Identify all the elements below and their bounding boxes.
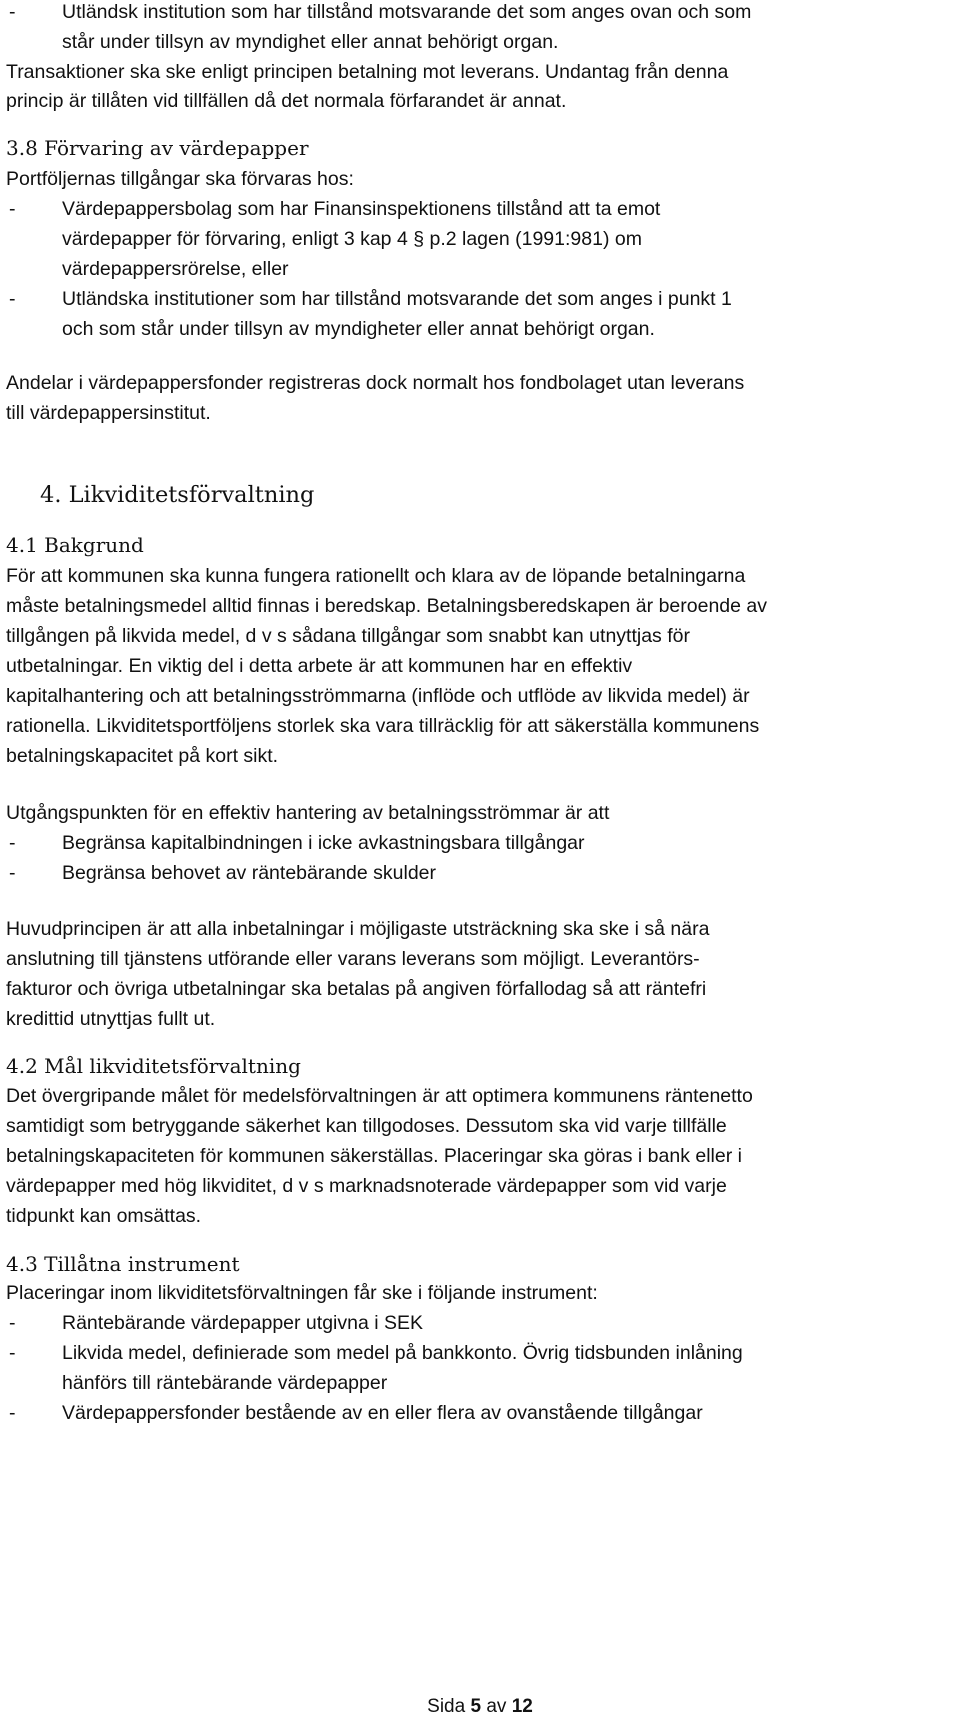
paragraph-line: värdepapper med hög likviditet, d v s marknadsnoterade värdepapper som vid varje xyxy=(6,1175,727,1197)
bullet-text: Likvida medel, definierade som medel på bankkonto. Övrig tidsbunden inlåning xyxy=(62,1342,743,1364)
paragraph-line: till värdepappersinstitut. xyxy=(6,402,211,424)
paragraph-line: Det övergripande målet för medelsförvaltningen är att optimera kommunens räntenetto xyxy=(6,1085,753,1107)
chapter-heading-4: 4. Likviditetsförvaltning xyxy=(40,482,315,508)
paragraph-line: Transaktioner ska ske enligt principen betalning mot leverans. Undantag från denna xyxy=(6,61,729,83)
paragraph-line: Placeringar inom likviditetsförvaltningen får ske i följande instrument: xyxy=(6,1282,598,1304)
bullet-dash: - xyxy=(9,288,16,310)
bullet-dash: - xyxy=(9,1,16,23)
paragraph-line: kapitalhantering och att betalningsströmmarna (inflöde och utflöde av likvida medel) är xyxy=(6,685,750,707)
footer-total-pages: 12 xyxy=(511,1696,533,1717)
bullet-dash: - xyxy=(9,862,16,884)
paragraph-line: Andelar i värdepappersfonder registreras dock normalt hos fondbolaget utan leverans xyxy=(6,372,745,394)
footer-current-page: 5 xyxy=(470,1696,482,1717)
bullet-dash: - xyxy=(9,832,16,854)
footer-prefix: Sida xyxy=(427,1696,466,1717)
section-heading-4-2: 4.2 Mål likviditetsförvaltning xyxy=(6,1054,301,1078)
bullet-text: står under tillsyn av myndighet eller annat behörigt organ. xyxy=(62,31,559,53)
bullet-dash: - xyxy=(9,1312,16,1334)
paragraph-line: samtidigt som betryggande säkerhet kan tillgodoses. Dessutom ska vid varje tillfälle xyxy=(6,1115,727,1137)
paragraph-line: betalningskapaciteten för kommunen säkerställas. Placeringar ska göras i bank eller i xyxy=(6,1145,742,1167)
paragraph-line: fakturor och övriga utbetalningar ska betalas på angiven förfallodag så att räntefri xyxy=(6,978,707,1000)
bullet-dash: - xyxy=(9,198,16,220)
section-heading-4-3: 4.3 Tillåtna instrument xyxy=(6,1252,240,1276)
paragraph-line: kredittid utnyttjas fullt ut. xyxy=(6,1008,216,1030)
bullet-text: Utländska institutioner som har tillstånd motsvarande det som anges i punkt 1 xyxy=(62,288,732,310)
paragraph-line: anslutning till tjänstens utförande eller varans leverans som möjligt. Leverantörs- xyxy=(6,948,700,970)
bullet-text: Räntebärande värdepapper utgivna i SEK xyxy=(62,1312,423,1334)
paragraph-line: betalningskapacitet på kort sikt. xyxy=(6,745,279,767)
paragraph-line: tidpunkt kan omsättas. xyxy=(6,1205,202,1227)
paragraph-line: utbetalningar. En viktig del i detta arbete är att kommunen har en effektiv xyxy=(6,655,633,677)
paragraph-line: princip är tillåten vid tillfällen då det normala förfarandet är annat. xyxy=(6,90,567,112)
bullet-text: Utländsk institution som har tillstånd motsvarande det som anges ovan och som xyxy=(62,1,752,23)
bullet-text: värdepapper för förvaring, enligt 3 kap 4 § p.2 lagen (1991:981) om xyxy=(62,228,642,250)
bullet-text: värdepappersrörelse, eller xyxy=(62,258,289,280)
paragraph-line: För att kommunen ska kunna fungera rationellt och klara av de löpande betalningarna xyxy=(6,565,746,587)
bullet-dash: - xyxy=(9,1342,16,1364)
paragraph-line: Huvudprincipen är att alla inbetalningar i möjligaste utsträckning ska ske i så nära xyxy=(6,918,710,940)
section-heading-3-8: 3.8 Förvaring av värdepapper xyxy=(6,136,309,160)
paragraph-line: Portföljernas tillgångar ska förvaras hos: xyxy=(6,168,354,190)
page-footer xyxy=(0,1692,960,1722)
bullet-text: hänförs till räntebärande värdepapper xyxy=(62,1372,388,1394)
bullet-dash: - xyxy=(9,1402,16,1424)
bullet-text: Värdepappersfonder bestående av en eller flera av ovanstående tillgångar xyxy=(62,1402,703,1424)
bullet-text: Värdepappersbolag som har Finansinspektionens tillstånd att ta emot xyxy=(62,198,661,220)
paragraph-line: rationella. Likviditetsportföljens storlek ska vara tillräcklig för att säkerställa kommunens xyxy=(6,715,760,737)
bullet-text: Begränsa kapitalbindningen i icke avkastningsbara tillgångar xyxy=(62,832,585,854)
paragraph-line: tillgången på likvida medel, d v s sådana tillgångar som snabbt kan utnyttjas för xyxy=(6,625,690,647)
section-heading-4-1: 4.1 Bakgrund xyxy=(6,533,144,557)
paragraph-line: måste betalningsmedel alltid finnas i beredskap. Betalningsberedskapen är beroende av xyxy=(6,595,767,617)
bullet-text: Begränsa behovet av räntebärande skulder xyxy=(62,862,437,884)
paragraph-line: Utgångspunkten för en effektiv hantering av betalningsströmmar är att xyxy=(6,802,610,824)
bullet-text: och som står under tillsyn av myndigheter eller annat behörigt organ. xyxy=(62,318,655,340)
footer-separator: av xyxy=(486,1696,507,1717)
